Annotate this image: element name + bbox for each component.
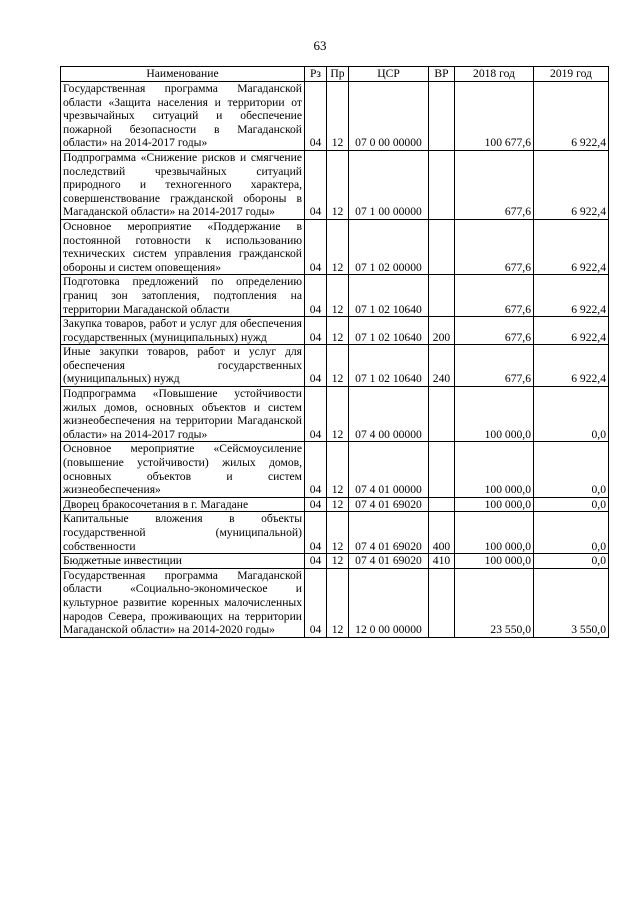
row-2019: 6 922,4 xyxy=(534,150,609,219)
row-csr: 12 0 00 00000 xyxy=(349,568,429,637)
table-row xyxy=(61,317,609,345)
row-name: Подпрограмма «Снижение рисков и смягчение последствий чрезвычайных ситуаций природного и техногенного характера, совершенствование гражданской обороны в Магаданской области» на 2014-2017 годы» xyxy=(61,150,305,219)
row-vr: 200 xyxy=(429,317,455,345)
row-name: Государственная программа Магаданской области «Защита населения и территории от чрезвычайных ситуаций и обеспечение пожарной безопасности в Магаданской области» на 2014-2017 годы» xyxy=(61,82,305,151)
row-2018: 677,6 xyxy=(455,275,534,317)
table-header-row xyxy=(61,67,609,82)
table-row xyxy=(61,442,609,497)
row-2018: 677,6 xyxy=(455,150,534,219)
row-csr: 07 1 00 00000 xyxy=(349,150,429,219)
row-pr: 12 xyxy=(327,497,349,512)
row-csr: 07 1 02 10640 xyxy=(349,345,429,387)
row-vr xyxy=(429,568,455,637)
row-2018: 100 000,0 xyxy=(455,387,534,442)
row-pr: 12 xyxy=(327,554,349,569)
row-pr: 12 xyxy=(327,345,349,387)
row-csr: 07 0 00 00000 xyxy=(349,82,429,151)
row-vr xyxy=(429,219,455,274)
row-pr: 12 xyxy=(327,219,349,274)
row-pr: 12 xyxy=(327,317,349,345)
row-name: Капитальные вложения в объекты государственной (муниципальной) собственности xyxy=(61,512,305,554)
row-2018: 677,6 xyxy=(455,317,534,345)
row-pr: 12 xyxy=(327,387,349,442)
table-row xyxy=(61,219,609,274)
row-2019: 6 922,4 xyxy=(534,317,609,345)
table-row xyxy=(61,275,609,317)
table-row xyxy=(61,345,609,387)
row-2018: 100 000,0 xyxy=(455,512,534,554)
row-csr: 07 1 02 00000 xyxy=(349,219,429,274)
row-rz: 04 xyxy=(305,442,327,497)
row-name: Подпрограмма «Повышение устойчивости жилых домов, основных объектов и систем жизнеобеспечения на территории Магаданской области» на 2014-2017 годы» xyxy=(61,387,305,442)
row-rz: 04 xyxy=(305,82,327,151)
table-row xyxy=(61,497,609,512)
row-pr: 12 xyxy=(327,275,349,317)
row-name: Бюджетные инвестиции xyxy=(61,554,305,569)
row-pr: 12 xyxy=(327,82,349,151)
row-rz: 04 xyxy=(305,150,327,219)
row-vr xyxy=(429,497,455,512)
row-csr: 07 4 01 00000 xyxy=(349,442,429,497)
row-rz: 04 xyxy=(305,512,327,554)
row-vr: 410 xyxy=(429,554,455,569)
header-vr: ВР xyxy=(429,67,455,82)
row-vr xyxy=(429,150,455,219)
row-vr xyxy=(429,387,455,442)
row-2018: 100 000,0 xyxy=(455,497,534,512)
table-row xyxy=(61,150,609,219)
header-name: Наименование xyxy=(61,67,305,82)
table-row xyxy=(61,568,609,637)
header-csr: ЦСР xyxy=(349,67,429,82)
row-rz: 04 xyxy=(305,219,327,274)
row-rz: 04 xyxy=(305,345,327,387)
row-2018: 100 000,0 xyxy=(455,442,534,497)
row-csr: 07 4 01 69020 xyxy=(349,497,429,512)
row-csr: 07 4 00 00000 xyxy=(349,387,429,442)
header-2019: 2019 год xyxy=(534,67,609,82)
row-2019: 6 922,4 xyxy=(534,275,609,317)
table-row xyxy=(61,512,609,554)
row-vr: 240 xyxy=(429,345,455,387)
row-csr: 07 1 02 10640 xyxy=(349,317,429,345)
row-2019: 6 922,4 xyxy=(534,219,609,274)
row-2019: 6 922,4 xyxy=(534,345,609,387)
row-name: Иные закупки товаров, работ и услуг для обеспечения государственных (муниципальных) нужд xyxy=(61,345,305,387)
row-name: Государственная программа Магаданской области «Социально-экономическое и культурное развитие коренных малочисленных народов Севера, проживающих на территории Магаданской области» на 2014-2020 годы» xyxy=(61,568,305,637)
row-pr: 12 xyxy=(327,442,349,497)
row-2018: 100 677,6 xyxy=(455,82,534,151)
row-vr: 400 xyxy=(429,512,455,554)
row-name: Подготовка предложений по определению границ зон затопления, подтопления на территории Магаданской области xyxy=(61,275,305,317)
row-2019: 6 922,4 xyxy=(534,82,609,151)
row-vr xyxy=(429,275,455,317)
page-number: 63 xyxy=(313,38,327,53)
row-rz: 04 xyxy=(305,387,327,442)
row-vr xyxy=(429,82,455,151)
header-pr: Пр xyxy=(327,67,349,82)
row-2019: 0,0 xyxy=(534,512,609,554)
row-name: Дворец бракосочетания в г. Магадане xyxy=(61,497,305,512)
row-rz: 04 xyxy=(305,275,327,317)
table-row xyxy=(61,387,609,442)
table-row xyxy=(61,554,609,569)
row-rz: 04 xyxy=(305,554,327,569)
row-2018: 23 550,0 xyxy=(455,568,534,637)
row-rz: 04 xyxy=(305,568,327,637)
row-name: Основное мероприятие «Сейсмоусиление (повышение устойчивости) жилых домов, основных объектов и систем жизнеобеспечения» xyxy=(61,442,305,497)
row-pr: 12 xyxy=(327,150,349,219)
row-pr: 12 xyxy=(327,512,349,554)
row-pr: 12 xyxy=(327,568,349,637)
row-vr xyxy=(429,442,455,497)
row-name: Основное мероприятие «Поддержание в постоянной готовности к использованию технических систем управления гражданской обороны и систем оповещения» xyxy=(61,219,305,274)
row-2019: 0,0 xyxy=(534,442,609,497)
header-2018: 2018 год xyxy=(455,67,534,82)
row-csr: 07 1 02 10640 xyxy=(349,275,429,317)
row-csr: 07 4 01 69020 xyxy=(349,512,429,554)
row-name: Закупка товаров, работ и услуг для обеспечения государственных (муниципальных) нужд xyxy=(61,317,305,345)
row-2018: 677,6 xyxy=(455,345,534,387)
table-row xyxy=(61,82,609,151)
row-2019: 0,0 xyxy=(534,387,609,442)
row-2018: 100 000,0 xyxy=(455,554,534,569)
row-2019: 0,0 xyxy=(534,497,609,512)
row-rz: 04 xyxy=(305,317,327,345)
row-csr: 07 4 01 69020 xyxy=(349,554,429,569)
budget-table xyxy=(60,66,609,638)
row-2019: 0,0 xyxy=(534,554,609,569)
row-2018: 677,6 xyxy=(455,219,534,274)
row-2019: 3 550,0 xyxy=(534,568,609,637)
row-rz: 04 xyxy=(305,497,327,512)
header-rz: Рз xyxy=(305,67,327,82)
